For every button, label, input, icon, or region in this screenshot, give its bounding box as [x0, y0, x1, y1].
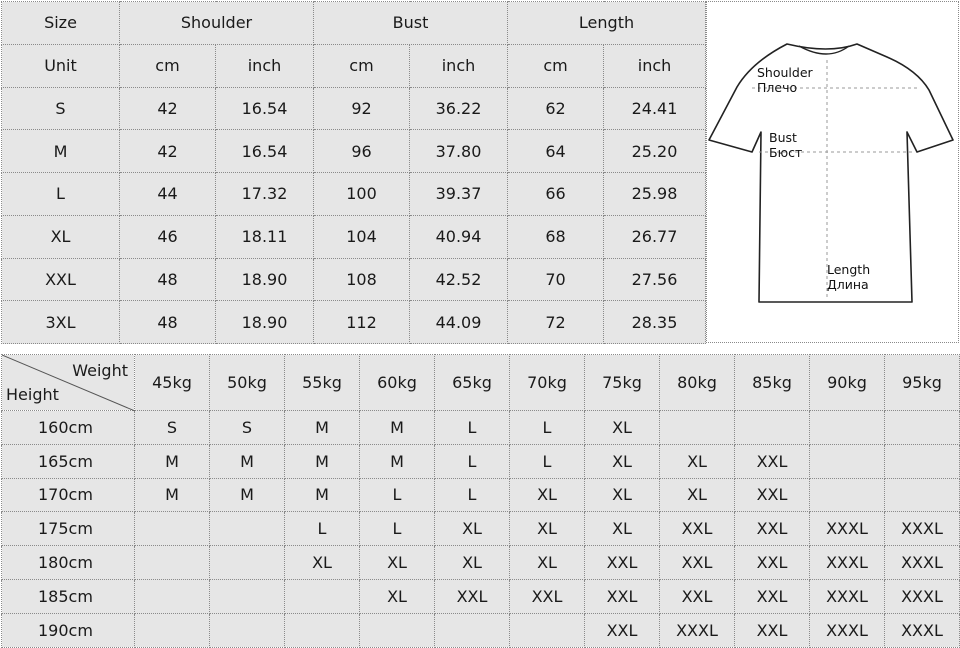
recommended-size-cell: XXXL [810, 613, 885, 647]
recommended-size-cell [885, 478, 960, 512]
recommended-size-cell: L [360, 478, 435, 512]
recommended-size-cell [210, 512, 285, 546]
shoulder-inch-cell: 17.32 [216, 173, 314, 216]
fit-row [2, 613, 960, 647]
recommended-size-cell: XXL [435, 579, 510, 613]
corner-cell [2, 355, 135, 411]
recommended-size-cell [210, 579, 285, 613]
fit-row [2, 512, 960, 546]
weight-header: 95kg [885, 355, 960, 411]
recommended-size-cell: XXL [735, 613, 810, 647]
length-cm-cell: 68 [508, 215, 604, 258]
recommended-size-cell: M [360, 411, 435, 445]
bust-cm-cell: 96 [314, 130, 410, 173]
size-cell: S [2, 87, 120, 130]
bust-cm-cell: 104 [314, 215, 410, 258]
recommended-size-cell [435, 613, 510, 647]
length-inch-cell: 27.56 [604, 258, 706, 301]
length-inch-cell: 28.35 [604, 301, 706, 344]
weight-header: 45kg [135, 355, 210, 411]
shoulder-label-ru: Плечо [757, 80, 798, 95]
weight-header-row [2, 355, 960, 411]
recommended-size-cell [135, 613, 210, 647]
recommended-size-cell: L [510, 444, 585, 478]
recommended-size-cell: XXL [660, 512, 735, 546]
recommended-size-cell [885, 411, 960, 445]
fit-row [2, 478, 960, 512]
length-cm-cell: 72 [508, 301, 604, 344]
weight-header: 70kg [510, 355, 585, 411]
recommended-size-cell: XL [585, 512, 660, 546]
height-label-cell: 190cm [2, 613, 135, 647]
bust-cm-cell: 92 [314, 87, 410, 130]
size-row [2, 301, 706, 344]
recommended-size-cell: M [360, 444, 435, 478]
size-row [2, 173, 706, 216]
size-cell: M [2, 130, 120, 173]
shoulder-cm-cell: 48 [120, 258, 216, 301]
size-cell: XXL [2, 258, 120, 301]
recommended-size-cell: L [435, 444, 510, 478]
unit-row [2, 44, 706, 87]
height-weight-fit-table [1, 354, 960, 648]
weight-header: 50kg [210, 355, 285, 411]
bust-label-en: Bust [769, 130, 797, 145]
recommended-size-cell [660, 411, 735, 445]
length-inch-cell: 25.20 [604, 130, 706, 173]
recommended-size-cell: XL [435, 512, 510, 546]
recommended-size-cell: L [435, 478, 510, 512]
tshirt-measurement-diagram [706, 1, 959, 343]
recommended-size-cell: XL [510, 512, 585, 546]
recommended-size-cell [885, 444, 960, 478]
recommended-size-cell: M [135, 444, 210, 478]
shoulder-cm-cell: 42 [120, 130, 216, 173]
fit-row [2, 411, 960, 445]
size-row [2, 87, 706, 130]
size-cell: XL [2, 215, 120, 258]
recommended-size-cell: XXXL [885, 512, 960, 546]
size-row [2, 130, 706, 173]
fit-row [2, 444, 960, 478]
shoulder-inch-cell: 18.90 [216, 258, 314, 301]
shoulder-cm-cell: 42 [120, 87, 216, 130]
shoulder-cm-cell: 44 [120, 173, 216, 216]
length-label [827, 262, 870, 292]
recommended-size-cell: XL [660, 478, 735, 512]
length-inch-cell: 24.41 [604, 87, 706, 130]
weight-header: 75kg [585, 355, 660, 411]
recommended-size-cell: L [510, 411, 585, 445]
weight-header: 55kg [285, 355, 360, 411]
recommended-size-cell: XXXL [660, 613, 735, 647]
shoulder-cm-cell: 46 [120, 215, 216, 258]
unit-cm: cm [314, 44, 410, 87]
fit-row [2, 579, 960, 613]
length-cm-cell: 70 [508, 258, 604, 301]
size-row [2, 258, 706, 301]
bust-inch-cell: 44.09 [410, 301, 508, 344]
unit-inch: inch [216, 44, 314, 87]
length-cm-cell: 66 [508, 173, 604, 216]
unit-cm: cm [120, 44, 216, 87]
recommended-size-cell: S [135, 411, 210, 445]
bust-cm-cell: 112 [314, 301, 410, 344]
bust-label-ru: Бюст [769, 145, 803, 160]
fit-row [2, 546, 960, 580]
length-header: Length [508, 2, 706, 45]
unit-label: Unit [2, 44, 120, 87]
bust-inch-cell: 42.52 [410, 258, 508, 301]
recommended-size-cell: XL [360, 579, 435, 613]
recommended-size-cell [810, 411, 885, 445]
shoulder-header: Shoulder [120, 2, 314, 45]
height-label-cell: 170cm [2, 478, 135, 512]
shoulder-inch-cell: 16.54 [216, 87, 314, 130]
recommended-size-cell: XL [510, 478, 585, 512]
recommended-size-cell: M [210, 444, 285, 478]
recommended-size-cell: XL [660, 444, 735, 478]
recommended-size-cell [810, 444, 885, 478]
bust-inch-cell: 39.37 [410, 173, 508, 216]
recommended-size-cell: XL [510, 546, 585, 580]
bust-cm-cell: 108 [314, 258, 410, 301]
size-header-row [2, 2, 706, 45]
bust-inch-cell: 36.22 [410, 87, 508, 130]
recommended-size-cell: XXL [585, 579, 660, 613]
recommended-size-cell: XXXL [885, 546, 960, 580]
recommended-size-cell: XXXL [810, 579, 885, 613]
recommended-size-cell: XXXL [885, 579, 960, 613]
bust-inch-cell: 40.94 [410, 215, 508, 258]
recommended-size-cell [135, 512, 210, 546]
bust-inch-cell: 37.80 [410, 130, 508, 173]
size-header: Size [2, 2, 120, 45]
height-label-cell: 180cm [2, 546, 135, 580]
shoulder-inch-cell: 16.54 [216, 130, 314, 173]
recommended-size-cell: M [285, 444, 360, 478]
unit-cm: cm [508, 44, 604, 87]
recommended-size-cell [285, 579, 360, 613]
recommended-size-cell: XL [585, 444, 660, 478]
recommended-size-cell: XXL [735, 512, 810, 546]
recommended-size-cell: XL [585, 411, 660, 445]
recommended-size-cell: XXL [735, 579, 810, 613]
weight-header: 65kg [435, 355, 510, 411]
shoulder-inch-cell: 18.11 [216, 215, 314, 258]
length-label-en: Length [827, 262, 871, 277]
length-inch-cell: 25.98 [604, 173, 706, 216]
bust-header: Bust [314, 2, 508, 45]
shoulder-label-en: Shoulder [757, 65, 813, 80]
recommended-size-cell: XXL [735, 478, 810, 512]
recommended-size-cell: L [285, 512, 360, 546]
recommended-size-cell [210, 613, 285, 647]
recommended-size-cell: XXXL [885, 613, 960, 647]
shoulder-cm-cell: 48 [120, 301, 216, 344]
unit-inch: inch [604, 44, 706, 87]
recommended-size-cell [810, 478, 885, 512]
recommended-size-cell [210, 546, 285, 580]
height-label-cell: 165cm [2, 444, 135, 478]
weight-header: 60kg [360, 355, 435, 411]
length-cm-cell: 62 [508, 87, 604, 130]
recommended-size-cell: XXL [660, 546, 735, 580]
recommended-size-cell [735, 411, 810, 445]
recommended-size-cell: S [210, 411, 285, 445]
size-cell: 3XL [2, 301, 120, 344]
recommended-size-cell: XXL [585, 613, 660, 647]
recommended-size-cell: XXL [735, 546, 810, 580]
height-label-cell: 175cm [2, 512, 135, 546]
height-axis-label: Height [6, 385, 59, 404]
recommended-size-cell: XXXL [810, 512, 885, 546]
recommended-size-cell: M [285, 411, 360, 445]
shoulder-label [757, 65, 813, 95]
weight-header: 90kg [810, 355, 885, 411]
weight-axis-label: Weight [72, 361, 128, 380]
recommended-size-cell: XXL [585, 546, 660, 580]
size-cell: L [2, 173, 120, 216]
recommended-size-cell [135, 546, 210, 580]
recommended-size-cell: L [360, 512, 435, 546]
length-label-ru: Длина [827, 277, 869, 292]
height-label-cell: 160cm [2, 411, 135, 445]
size-chart-table [1, 1, 706, 344]
recommended-size-cell: XXL [510, 579, 585, 613]
recommended-size-cell [510, 613, 585, 647]
recommended-size-cell: M [135, 478, 210, 512]
size-row [2, 215, 706, 258]
weight-header: 85kg [735, 355, 810, 411]
shoulder-inch-cell: 18.90 [216, 301, 314, 344]
recommended-size-cell: L [435, 411, 510, 445]
recommended-size-cell [285, 613, 360, 647]
recommended-size-cell: XL [285, 546, 360, 580]
bust-label [769, 130, 802, 160]
unit-inch: inch [410, 44, 508, 87]
weight-header: 80kg [660, 355, 735, 411]
recommended-size-cell: XXL [660, 579, 735, 613]
recommended-size-cell: XXL [735, 444, 810, 478]
recommended-size-cell: XL [360, 546, 435, 580]
recommended-size-cell: XXXL [810, 546, 885, 580]
recommended-size-cell: XL [585, 478, 660, 512]
length-cm-cell: 64 [508, 130, 604, 173]
bust-cm-cell: 100 [314, 173, 410, 216]
recommended-size-cell: M [210, 478, 285, 512]
recommended-size-cell: M [285, 478, 360, 512]
recommended-size-cell [135, 579, 210, 613]
recommended-size-cell: XL [435, 546, 510, 580]
height-label-cell: 185cm [2, 579, 135, 613]
length-inch-cell: 26.77 [604, 215, 706, 258]
recommended-size-cell [360, 613, 435, 647]
